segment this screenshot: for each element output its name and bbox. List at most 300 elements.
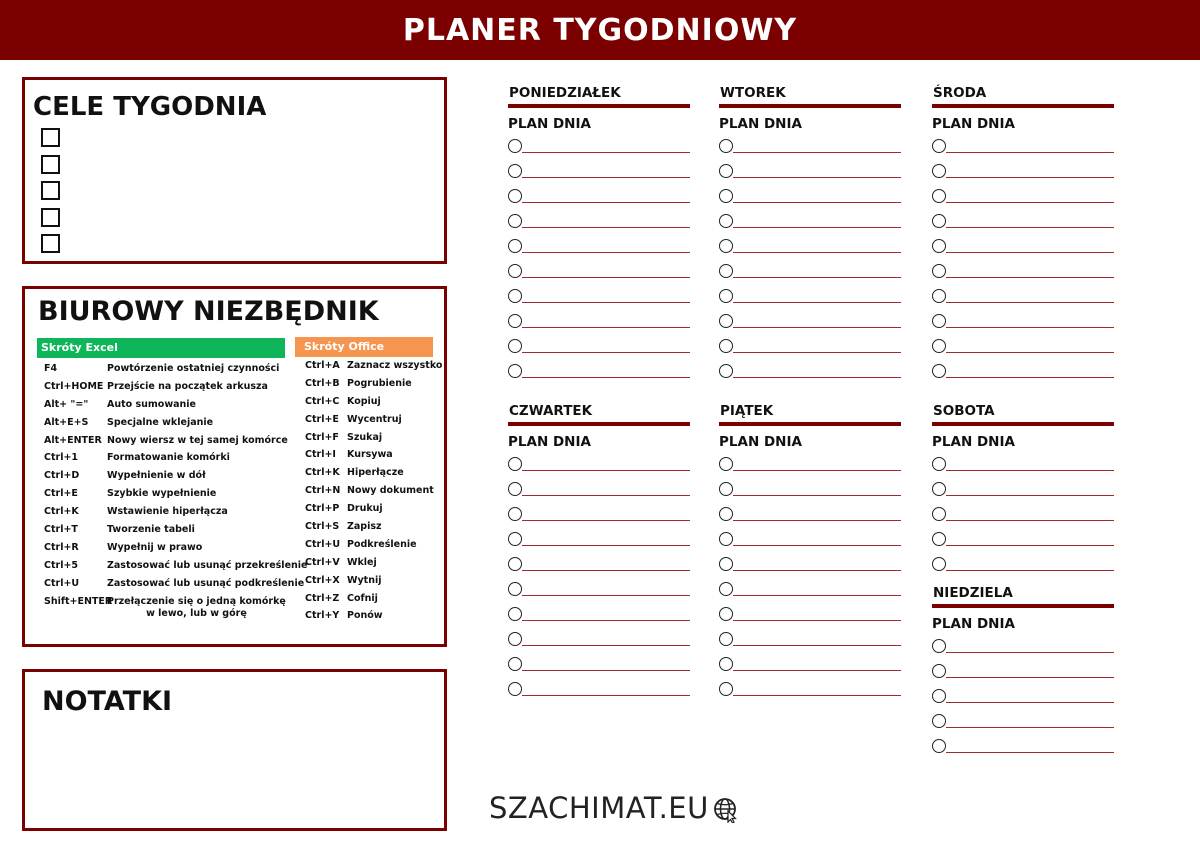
task-line	[946, 352, 1114, 353]
task-line	[733, 520, 901, 521]
task-row[interactable]	[508, 577, 690, 602]
shortcut-key: Ctrl+X	[305, 574, 340, 586]
task-checkbox-circle[interactable]	[508, 532, 522, 546]
shortcut-description: Powtórzenie ostatniej czynności	[107, 363, 280, 374]
task-line	[522, 252, 690, 253]
task-row[interactable]	[719, 134, 901, 159]
task-line	[522, 202, 690, 203]
task-line	[946, 252, 1114, 253]
task-row[interactable]	[719, 477, 901, 502]
task-checkbox-circle[interactable]	[932, 639, 946, 653]
task-checkbox-circle[interactable]	[719, 264, 733, 278]
shortcut-key: Ctrl+R	[44, 541, 79, 553]
task-row[interactable]	[932, 552, 1114, 577]
task-checkbox-circle[interactable]	[508, 557, 522, 571]
notes-title: NOTATKI	[42, 686, 173, 717]
task-checkbox-circle[interactable]	[719, 139, 733, 153]
task-row[interactable]	[508, 359, 690, 384]
shortcut-key: Ctrl+1	[44, 452, 79, 464]
task-checkbox-circle[interactable]	[932, 714, 946, 728]
task-checkbox-circle[interactable]	[719, 214, 733, 228]
day-name: ŚRODA	[933, 85, 987, 101]
task-row[interactable]	[932, 159, 1114, 184]
day-divider	[932, 422, 1114, 426]
day-divider	[719, 422, 901, 426]
day-column	[932, 583, 1114, 759]
shortcut-row	[305, 449, 445, 467]
shortcut-key: Ctrl+Z	[305, 592, 340, 604]
shortcut-description: Szybkie wypełnienie	[107, 488, 217, 500]
task-line	[733, 670, 901, 671]
task-line	[733, 152, 901, 153]
task-row[interactable]	[932, 209, 1114, 234]
shortcut-description: Cofnij	[347, 592, 378, 604]
task-row[interactable]	[932, 734, 1114, 759]
task-checkbox-circle[interactable]	[719, 532, 733, 546]
shortcut-description: Wycentruj	[347, 413, 402, 425]
shortcut-row	[305, 467, 445, 485]
shortcut-description: Auto sumowanie	[107, 398, 196, 410]
shortcut-description: Nowy wiersz w tej samej komórce	[107, 434, 288, 446]
task-line	[946, 277, 1114, 278]
shortcut-row	[44, 381, 294, 399]
shortcut-key: Ctrl+HOME	[44, 380, 104, 392]
day-divider	[932, 104, 1114, 108]
task-line	[946, 520, 1114, 521]
day-name: PIĄTEK	[720, 403, 774, 419]
task-line	[733, 495, 901, 496]
shortcut-key: Shift+ENTER	[44, 595, 113, 607]
task-row[interactable]	[719, 234, 901, 259]
task-checkbox-circle[interactable]	[932, 189, 946, 203]
task-checkbox-circle[interactable]	[932, 557, 946, 571]
task-line	[946, 152, 1114, 153]
task-line	[946, 495, 1114, 496]
shortcut-description: Specjalne wklejanie	[107, 416, 214, 428]
task-line	[522, 670, 690, 671]
task-row[interactable]	[932, 184, 1114, 209]
task-line	[946, 752, 1114, 753]
task-line	[733, 545, 901, 546]
shortcut-description: Ponów	[347, 610, 383, 622]
task-checkbox-circle[interactable]	[719, 557, 733, 571]
shortcut-row	[44, 470, 294, 488]
shortcut-row	[305, 575, 445, 593]
shortcut-description: Zastosować lub usunąć przekreślenie	[107, 559, 308, 571]
task-row[interactable]	[508, 209, 690, 234]
task-checkbox-circle[interactable]	[508, 264, 522, 278]
task-line	[733, 202, 901, 203]
task-row[interactable]	[508, 284, 690, 309]
task-row[interactable]	[719, 502, 901, 527]
task-checkbox-circle[interactable]	[932, 314, 946, 328]
task-line	[733, 277, 901, 278]
task-row[interactable]	[932, 259, 1114, 284]
notes-box	[22, 669, 447, 831]
task-line	[946, 545, 1114, 546]
shortcut-row	[44, 399, 294, 417]
shortcut-description: Zapisz	[347, 521, 382, 533]
task-checkbox-circle[interactable]	[508, 607, 522, 621]
task-row[interactable]	[719, 309, 901, 334]
task-line	[946, 202, 1114, 203]
plan-label: PLAN DNIA	[932, 116, 1015, 132]
shortcut-row	[44, 488, 294, 506]
shortcut-description: Tworzenie tabeli	[107, 524, 195, 536]
day-column	[932, 401, 1114, 577]
task-line	[946, 652, 1114, 653]
day-divider	[508, 104, 690, 108]
task-line	[946, 227, 1114, 228]
task-row[interactable]	[508, 652, 690, 677]
task-checkbox-circle[interactable]	[932, 664, 946, 678]
day-column	[719, 401, 901, 702]
shortcut-key: Ctrl+K	[44, 506, 79, 518]
title-bar	[0, 0, 1200, 60]
shortcut-key: Ctrl+U	[44, 577, 80, 589]
task-checkbox-circle[interactable]	[508, 457, 522, 471]
excel-shortcuts-header: Skróty Excel	[37, 338, 285, 358]
task-row[interactable]	[719, 627, 901, 652]
task-line	[522, 177, 690, 178]
plan-label: PLAN DNIA	[719, 434, 802, 450]
task-line	[733, 695, 901, 696]
task-row[interactable]	[932, 684, 1114, 709]
task-row[interactable]	[932, 334, 1114, 359]
day-column	[932, 83, 1114, 384]
shortcut-row	[305, 503, 445, 521]
task-checkbox-circle[interactable]	[508, 482, 522, 496]
task-checkbox-circle[interactable]	[508, 507, 522, 521]
shortcut-key: Ctrl+P	[305, 503, 340, 515]
task-checkbox-circle[interactable]	[508, 339, 522, 353]
task-line	[522, 695, 690, 696]
plan-label: PLAN DNIA	[508, 116, 591, 132]
task-line	[946, 727, 1114, 728]
task-checkbox-circle[interactable]	[932, 482, 946, 496]
shortcut-key: Alt+ENTER	[44, 434, 102, 446]
task-line	[522, 620, 690, 621]
task-line	[733, 620, 901, 621]
goal-checkbox[interactable]	[41, 234, 60, 253]
goals-title: CELE TYGODNIA	[33, 92, 267, 122]
task-row[interactable]	[719, 284, 901, 309]
task-line	[522, 545, 690, 546]
shortcut-row	[44, 435, 294, 453]
task-row[interactable]	[932, 452, 1114, 477]
task-checkbox-circle[interactable]	[719, 189, 733, 203]
task-row[interactable]	[508, 334, 690, 359]
task-line	[733, 327, 901, 328]
task-checkbox-circle[interactable]	[508, 189, 522, 203]
task-row[interactable]	[719, 359, 901, 384]
office-essentials-box	[22, 286, 447, 647]
task-row[interactable]	[508, 234, 690, 259]
plan-label: PLAN DNIA	[932, 434, 1015, 450]
task-line	[733, 377, 901, 378]
task-checkbox-circle[interactable]	[719, 239, 733, 253]
task-row[interactable]	[932, 309, 1114, 334]
shortcut-description: Przełączenie się o jedną komórkę w lewo, lub w górę	[107, 595, 286, 619]
shortcut-description: Drukuj	[347, 503, 383, 515]
task-row[interactable]	[932, 359, 1114, 384]
shortcut-key: Ctrl+C	[305, 395, 340, 407]
office-shortcuts-header: Skróty Office	[295, 337, 433, 357]
shortcut-row	[44, 524, 294, 542]
day-name: PONIEDZIAŁEK	[509, 85, 621, 101]
shortcut-key: Ctrl+F	[305, 431, 339, 443]
task-row[interactable]	[719, 184, 901, 209]
task-line	[946, 570, 1114, 571]
day-name: NIEDZIELA	[933, 585, 1013, 601]
page-title: PLANER TYGODNIOWY	[402, 12, 798, 48]
task-row[interactable]	[719, 452, 901, 477]
task-checkbox-circle[interactable]	[508, 214, 522, 228]
shortcut-row	[305, 414, 445, 432]
task-line	[733, 302, 901, 303]
shortcut-row	[305, 485, 445, 503]
shortcut-description: Hiperłącze	[347, 467, 404, 479]
task-row[interactable]	[508, 627, 690, 652]
task-checkbox-circle[interactable]	[932, 264, 946, 278]
shortcut-key: F4	[44, 363, 58, 374]
task-line	[733, 645, 901, 646]
task-line	[733, 177, 901, 178]
goal-checkbox[interactable]	[41, 181, 60, 200]
task-row[interactable]	[719, 527, 901, 552]
shortcut-row	[305, 521, 445, 539]
shortcut-key: Ctrl+E	[305, 413, 339, 425]
task-row[interactable]	[719, 677, 901, 702]
globe-cursor-icon	[713, 797, 739, 823]
task-row[interactable]	[508, 259, 690, 284]
shortcut-description: Podkreślenie	[347, 538, 417, 550]
task-row[interactable]	[932, 477, 1114, 502]
task-row[interactable]	[508, 134, 690, 159]
task-checkbox-circle[interactable]	[508, 289, 522, 303]
task-line	[522, 377, 690, 378]
goals-checklist	[41, 128, 60, 261]
shortcut-row	[44, 595, 294, 619]
task-row[interactable]	[719, 159, 901, 184]
task-line	[946, 677, 1114, 678]
shortcut-row	[305, 539, 445, 557]
shortcut-description: Wstawienie hiperłącza	[107, 506, 228, 518]
task-line	[522, 495, 690, 496]
day-name: SOBOTA	[933, 403, 995, 419]
task-row[interactable]	[719, 652, 901, 677]
task-line	[946, 702, 1114, 703]
task-checkbox-circle[interactable]	[932, 239, 946, 253]
task-row[interactable]	[508, 159, 690, 184]
office-shortcuts-list	[305, 360, 445, 628]
task-checkbox-circle[interactable]	[719, 582, 733, 596]
shortcut-description: Kopiuj	[347, 395, 381, 407]
task-row[interactable]	[932, 234, 1114, 259]
task-row[interactable]	[932, 527, 1114, 552]
day-name: WTOREK	[720, 85, 786, 101]
task-line	[522, 570, 690, 571]
task-checkbox-circle[interactable]	[508, 164, 522, 178]
task-row[interactable]	[932, 502, 1114, 527]
shortcut-description: Szukaj	[347, 431, 383, 443]
task-row[interactable]	[932, 634, 1114, 659]
plan-label: PLAN DNIA	[719, 116, 802, 132]
shortcut-description: Wklej	[347, 556, 377, 568]
task-row[interactable]	[719, 577, 901, 602]
task-line	[522, 327, 690, 328]
task-checkbox-circle[interactable]	[932, 164, 946, 178]
shortcut-key: Ctrl+K	[305, 467, 340, 479]
task-line	[946, 470, 1114, 471]
task-row[interactable]	[508, 184, 690, 209]
task-checkbox-circle[interactable]	[719, 314, 733, 328]
task-line	[946, 302, 1114, 303]
task-row[interactable]	[508, 602, 690, 627]
goal-checkbox[interactable]	[41, 208, 60, 227]
shortcut-row	[44, 559, 308, 578]
task-row[interactable]	[508, 552, 690, 577]
task-checkbox-circle[interactable]	[932, 289, 946, 303]
day-name: CZWARTEK	[509, 403, 593, 419]
shortcut-row	[305, 557, 445, 575]
task-checkbox-circle[interactable]	[719, 682, 733, 696]
task-line	[522, 352, 690, 353]
shortcut-key: Ctrl+U	[305, 538, 341, 550]
shortcut-row	[305, 378, 445, 396]
task-checkbox-circle[interactable]	[719, 164, 733, 178]
shortcut-row	[305, 610, 445, 628]
shortcut-row	[44, 542, 294, 560]
shortcut-row	[305, 360, 445, 378]
task-row[interactable]	[932, 284, 1114, 309]
brand-name: SZACHIMAT.EU	[489, 791, 709, 825]
task-checkbox-circle[interactable]	[932, 739, 946, 753]
task-line	[522, 470, 690, 471]
task-checkbox-circle[interactable]	[719, 632, 733, 646]
task-checkbox-circle[interactable]	[719, 607, 733, 621]
task-checkbox-circle[interactable]	[719, 364, 733, 378]
goal-checkbox[interactable]	[41, 128, 60, 147]
task-row[interactable]	[719, 334, 901, 359]
day-divider	[719, 104, 901, 108]
office-essentials-title: BIUROWY NIEZBĘDNIK	[38, 296, 379, 327]
shortcut-key: Ctrl+N	[305, 485, 341, 497]
task-line	[522, 302, 690, 303]
shortcut-key: Ctrl+A	[305, 360, 340, 371]
task-line	[522, 645, 690, 646]
task-row[interactable]	[508, 677, 690, 702]
shortcut-row	[44, 452, 294, 470]
task-checkbox-circle[interactable]	[508, 632, 522, 646]
task-row[interactable]	[932, 659, 1114, 684]
shortcut-key: Ctrl+T	[44, 524, 78, 536]
task-checkbox-circle[interactable]	[719, 339, 733, 353]
task-line	[522, 152, 690, 153]
task-row[interactable]	[932, 709, 1114, 734]
shortcut-key: Ctrl+5	[44, 559, 79, 571]
task-line	[522, 520, 690, 521]
task-checkbox-circle[interactable]	[932, 507, 946, 521]
task-checkbox-circle[interactable]	[508, 657, 522, 671]
goals-box	[22, 77, 447, 264]
shortcut-description: Wypełnij w prawo	[107, 541, 203, 553]
task-row[interactable]	[508, 452, 690, 477]
plan-label: PLAN DNIA	[508, 434, 591, 450]
shortcut-row	[44, 417, 294, 435]
shortcut-row	[44, 506, 294, 524]
task-checkbox-circle[interactable]	[719, 657, 733, 671]
task-checkbox-circle[interactable]	[508, 139, 522, 153]
shortcut-key: Alt+ "="	[44, 398, 89, 410]
shortcut-row	[305, 432, 445, 450]
task-row[interactable]	[932, 134, 1114, 159]
task-checkbox-circle[interactable]	[932, 214, 946, 228]
task-line	[733, 470, 901, 471]
task-line	[733, 595, 901, 596]
goal-checkbox[interactable]	[41, 155, 60, 174]
task-checkbox-circle[interactable]	[932, 139, 946, 153]
task-row[interactable]	[508, 309, 690, 334]
task-checkbox-circle[interactable]	[719, 289, 733, 303]
task-row[interactable]	[508, 527, 690, 552]
day-divider	[508, 422, 690, 426]
task-checkbox-circle[interactable]	[932, 532, 946, 546]
shortcut-row	[44, 577, 305, 596]
plan-label: PLAN DNIA	[932, 616, 1015, 632]
task-line	[733, 252, 901, 253]
shortcut-row	[44, 363, 294, 381]
task-row[interactable]	[508, 502, 690, 527]
task-line	[522, 227, 690, 228]
task-checkbox-circle[interactable]	[508, 364, 522, 378]
task-checkbox-circle[interactable]	[508, 582, 522, 596]
task-checkbox-circle[interactable]	[508, 682, 522, 696]
shortcut-key: Ctrl+V	[305, 556, 340, 568]
day-column	[508, 83, 690, 384]
task-checkbox-circle[interactable]	[932, 689, 946, 703]
task-line	[522, 595, 690, 596]
task-row[interactable]	[508, 477, 690, 502]
shortcut-description: Formatowanie komórki	[107, 452, 230, 464]
task-row[interactable]	[719, 602, 901, 627]
task-checkbox-circle[interactable]	[719, 507, 733, 521]
task-row[interactable]	[719, 209, 901, 234]
shortcut-key: Ctrl+Y	[305, 610, 340, 622]
task-checkbox-circle[interactable]	[508, 239, 522, 253]
day-column	[719, 83, 901, 384]
task-line	[946, 177, 1114, 178]
shortcut-description: Wytnij	[347, 574, 382, 586]
task-line	[733, 352, 901, 353]
task-checkbox-circle[interactable]	[932, 457, 946, 471]
task-checkbox-circle[interactable]	[508, 314, 522, 328]
shortcut-key: Alt+E+S	[44, 416, 89, 428]
task-checkbox-circle[interactable]	[932, 364, 946, 378]
day-divider	[932, 604, 1114, 608]
task-row[interactable]	[719, 552, 901, 577]
shortcut-description: Przejście na początek arkusza	[107, 380, 268, 392]
task-line	[946, 327, 1114, 328]
task-checkbox-circle[interactable]	[719, 457, 733, 471]
task-line	[733, 227, 901, 228]
task-checkbox-circle[interactable]	[932, 339, 946, 353]
shortcut-description: Nowy dokument	[347, 485, 434, 497]
task-row[interactable]	[719, 259, 901, 284]
shortcut-key: Ctrl+S	[305, 521, 340, 533]
shortcut-row	[305, 396, 445, 414]
task-checkbox-circle[interactable]	[719, 482, 733, 496]
